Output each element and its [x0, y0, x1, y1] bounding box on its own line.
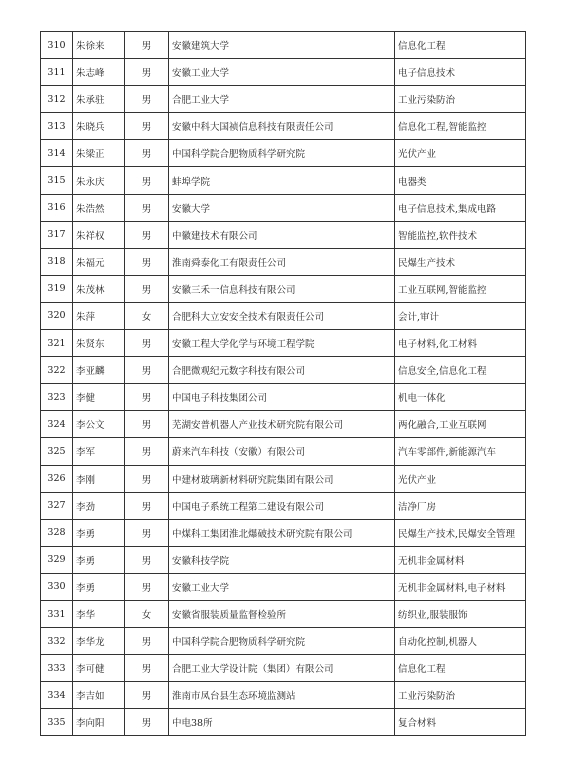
expertise-field-cell: 无机非金属材料,电子材料	[395, 573, 526, 600]
person-name-cell: 李华	[73, 600, 125, 627]
expertise-field-cell: 电子信息技术,集成电路	[395, 194, 526, 221]
gender-cell: 男	[125, 357, 169, 384]
gender-cell: 女	[125, 302, 169, 329]
expertise-field-cell: 民爆生产技术,民爆安全管理	[395, 519, 526, 546]
gender-cell: 男	[125, 546, 169, 573]
organization-cell: 合肥工业大学	[169, 86, 395, 113]
row-number-cell: 323	[41, 384, 73, 411]
organization-cell: 中国电子科技集团公司	[169, 384, 395, 411]
person-name-cell: 李勇	[73, 573, 125, 600]
organization-cell: 安徽工程大学化学与环境工程学院	[169, 330, 395, 357]
organization-cell: 淮南舜泰化工有限责任公司	[169, 248, 395, 275]
gender-cell: 男	[125, 167, 169, 194]
gender-cell: 男	[125, 438, 169, 465]
person-name-cell: 李军	[73, 438, 125, 465]
gender-cell: 男	[125, 330, 169, 357]
organization-cell: 安徽科技学院	[169, 546, 395, 573]
table-row	[41, 519, 526, 546]
table-row	[41, 438, 526, 465]
organization-cell: 合肥科大立安安全技术有限责任公司	[169, 302, 395, 329]
expertise-field-cell: 信息化工程	[395, 32, 526, 59]
person-name-cell: 李吉如	[73, 682, 125, 709]
organization-cell: 芜湖安普机器人产业技术研究院有限公司	[169, 411, 395, 438]
gender-cell: 男	[125, 655, 169, 682]
organization-cell: 安徽三禾一信息科技有限公司	[169, 275, 395, 302]
person-name-cell: 朱福元	[73, 248, 125, 275]
table-row	[41, 140, 526, 167]
expertise-field-cell: 纺织业,服装服饰	[395, 600, 526, 627]
person-name-cell: 朱永庆	[73, 167, 125, 194]
expertise-field-cell: 信息安全,信息化工程	[395, 357, 526, 384]
gender-cell: 男	[125, 519, 169, 546]
row-number-cell: 331	[41, 600, 73, 627]
person-name-cell: 李勇	[73, 519, 125, 546]
row-number-cell: 328	[41, 519, 73, 546]
expertise-field-cell: 民爆生产技术	[395, 248, 526, 275]
expertise-field-cell: 洁净厂房	[395, 492, 526, 519]
expertise-field-cell: 工业互联网,智能监控	[395, 275, 526, 302]
organization-cell: 蔚来汽车科技（安徽）有限公司	[169, 438, 395, 465]
table-row	[41, 628, 526, 655]
table-row	[41, 59, 526, 86]
table-row	[41, 32, 526, 59]
table-row	[41, 248, 526, 275]
gender-cell: 男	[125, 465, 169, 492]
expertise-field-cell: 智能监控,软件技术	[395, 221, 526, 248]
person-name-cell: 朱晓兵	[73, 113, 125, 140]
expertise-field-cell: 信息化工程,智能监控	[395, 113, 526, 140]
organization-cell: 蚌埠学院	[169, 167, 395, 194]
gender-cell: 男	[125, 86, 169, 113]
person-name-cell: 李向阳	[73, 709, 125, 736]
table-row	[41, 655, 526, 682]
expertise-field-cell: 机电一体化	[395, 384, 526, 411]
person-name-cell: 朱浩然	[73, 194, 125, 221]
organization-cell: 合肥微观纪元数字科技有限公司	[169, 357, 395, 384]
gender-cell: 男	[125, 573, 169, 600]
row-number-cell: 310	[41, 32, 73, 59]
organization-cell: 淮南市凤台县生态环境监测站	[169, 682, 395, 709]
person-name-cell: 朱萍	[73, 302, 125, 329]
person-name-cell: 李可健	[73, 655, 125, 682]
table-row	[41, 302, 526, 329]
table-row	[41, 546, 526, 573]
table-row	[41, 492, 526, 519]
row-number-cell: 315	[41, 167, 73, 194]
expertise-field-cell: 工业污染防治	[395, 682, 526, 709]
table-row	[41, 330, 526, 357]
gender-cell: 男	[125, 59, 169, 86]
gender-cell: 男	[125, 709, 169, 736]
expertise-field-cell: 无机非金属材料	[395, 546, 526, 573]
row-number-cell: 324	[41, 411, 73, 438]
table-row	[41, 221, 526, 248]
row-number-cell: 334	[41, 682, 73, 709]
organization-cell: 中国电子系统工程第二建设有限公司	[169, 492, 395, 519]
row-number-cell: 314	[41, 140, 73, 167]
gender-cell: 男	[125, 194, 169, 221]
table-row	[41, 465, 526, 492]
gender-cell: 男	[125, 628, 169, 655]
gender-cell: 男	[125, 113, 169, 140]
table-row	[41, 357, 526, 384]
person-name-cell: 朱徐来	[73, 32, 125, 59]
roster-body	[41, 32, 526, 736]
row-number-cell: 319	[41, 275, 73, 302]
row-number-cell: 330	[41, 573, 73, 600]
table-row	[41, 275, 526, 302]
gender-cell: 男	[125, 492, 169, 519]
organization-cell: 中徽建技术有限公司	[169, 221, 395, 248]
organization-cell: 安徽建筑大学	[169, 32, 395, 59]
row-number-cell: 329	[41, 546, 73, 573]
expertise-field-cell: 复合材料	[395, 709, 526, 736]
expertise-field-cell: 光伏产业	[395, 465, 526, 492]
organization-cell: 中电38所	[169, 709, 395, 736]
table-row	[41, 86, 526, 113]
organization-cell: 中国科学院合肥物质科学研究院	[169, 140, 395, 167]
organization-cell: 安徽工业大学	[169, 573, 395, 600]
person-name-cell: 李华龙	[73, 628, 125, 655]
person-name-cell: 朱贤东	[73, 330, 125, 357]
person-name-cell: 朱承驻	[73, 86, 125, 113]
table-row	[41, 194, 526, 221]
row-number-cell: 321	[41, 330, 73, 357]
row-number-cell: 313	[41, 113, 73, 140]
person-name-cell: 朱梁正	[73, 140, 125, 167]
table-row	[41, 709, 526, 736]
row-number-cell: 312	[41, 86, 73, 113]
organization-cell: 安徽工业大学	[169, 59, 395, 86]
expertise-field-cell: 电子材料,化工材料	[395, 330, 526, 357]
table-row	[41, 573, 526, 600]
row-number-cell: 325	[41, 438, 73, 465]
person-name-cell: 李亚麟	[73, 357, 125, 384]
expertise-field-cell: 自动化控制,机器人	[395, 628, 526, 655]
row-number-cell: 316	[41, 194, 73, 221]
person-name-cell: 李勇	[73, 546, 125, 573]
expertise-field-cell: 电器类	[395, 167, 526, 194]
gender-cell: 男	[125, 411, 169, 438]
organization-cell: 安徽省服装质量监督检验所	[169, 600, 395, 627]
organization-cell: 中国科学院合肥物质科学研究院	[169, 628, 395, 655]
person-name-cell: 朱志峰	[73, 59, 125, 86]
person-name-cell: 李公文	[73, 411, 125, 438]
organization-cell: 合肥工业大学设计院（集团）有限公司	[169, 655, 395, 682]
gender-cell: 男	[125, 275, 169, 302]
row-number-cell: 311	[41, 59, 73, 86]
table-row	[41, 411, 526, 438]
person-name-cell: 李健	[73, 384, 125, 411]
gender-cell: 女	[125, 600, 169, 627]
row-number-cell: 326	[41, 465, 73, 492]
organization-cell: 中建材玻璃新材料研究院集团有限公司	[169, 465, 395, 492]
expertise-field-cell: 信息化工程	[395, 655, 526, 682]
expert-roster-table	[40, 31, 526, 736]
row-number-cell: 318	[41, 248, 73, 275]
table-row	[41, 682, 526, 709]
row-number-cell: 322	[41, 357, 73, 384]
expertise-field-cell: 会计,审计	[395, 302, 526, 329]
organization-cell: 中煤科工集团淮北爆破技术研究院有限公司	[169, 519, 395, 546]
person-name-cell: 朱祥权	[73, 221, 125, 248]
organization-cell: 安徽大学	[169, 194, 395, 221]
gender-cell: 男	[125, 384, 169, 411]
table-row	[41, 600, 526, 627]
gender-cell: 男	[125, 32, 169, 59]
person-name-cell: 李刚	[73, 465, 125, 492]
table-row	[41, 113, 526, 140]
row-number-cell: 320	[41, 302, 73, 329]
expertise-field-cell: 两化融合,工业互联网	[395, 411, 526, 438]
person-name-cell: 朱茂林	[73, 275, 125, 302]
person-name-cell: 李劲	[73, 492, 125, 519]
table-row	[41, 384, 526, 411]
expertise-field-cell: 汽车零部件,新能源汽车	[395, 438, 526, 465]
row-number-cell: 317	[41, 221, 73, 248]
table-row	[41, 167, 526, 194]
row-number-cell: 333	[41, 655, 73, 682]
row-number-cell: 335	[41, 709, 73, 736]
row-number-cell: 327	[41, 492, 73, 519]
gender-cell: 男	[125, 221, 169, 248]
expertise-field-cell: 光伏产业	[395, 140, 526, 167]
gender-cell: 男	[125, 140, 169, 167]
expertise-field-cell: 工业污染防治	[395, 86, 526, 113]
expertise-field-cell: 电子信息技术	[395, 59, 526, 86]
gender-cell: 男	[125, 248, 169, 275]
gender-cell: 男	[125, 682, 169, 709]
row-number-cell: 332	[41, 628, 73, 655]
organization-cell: 安徽中科大国祯信息科技有限责任公司	[169, 113, 395, 140]
